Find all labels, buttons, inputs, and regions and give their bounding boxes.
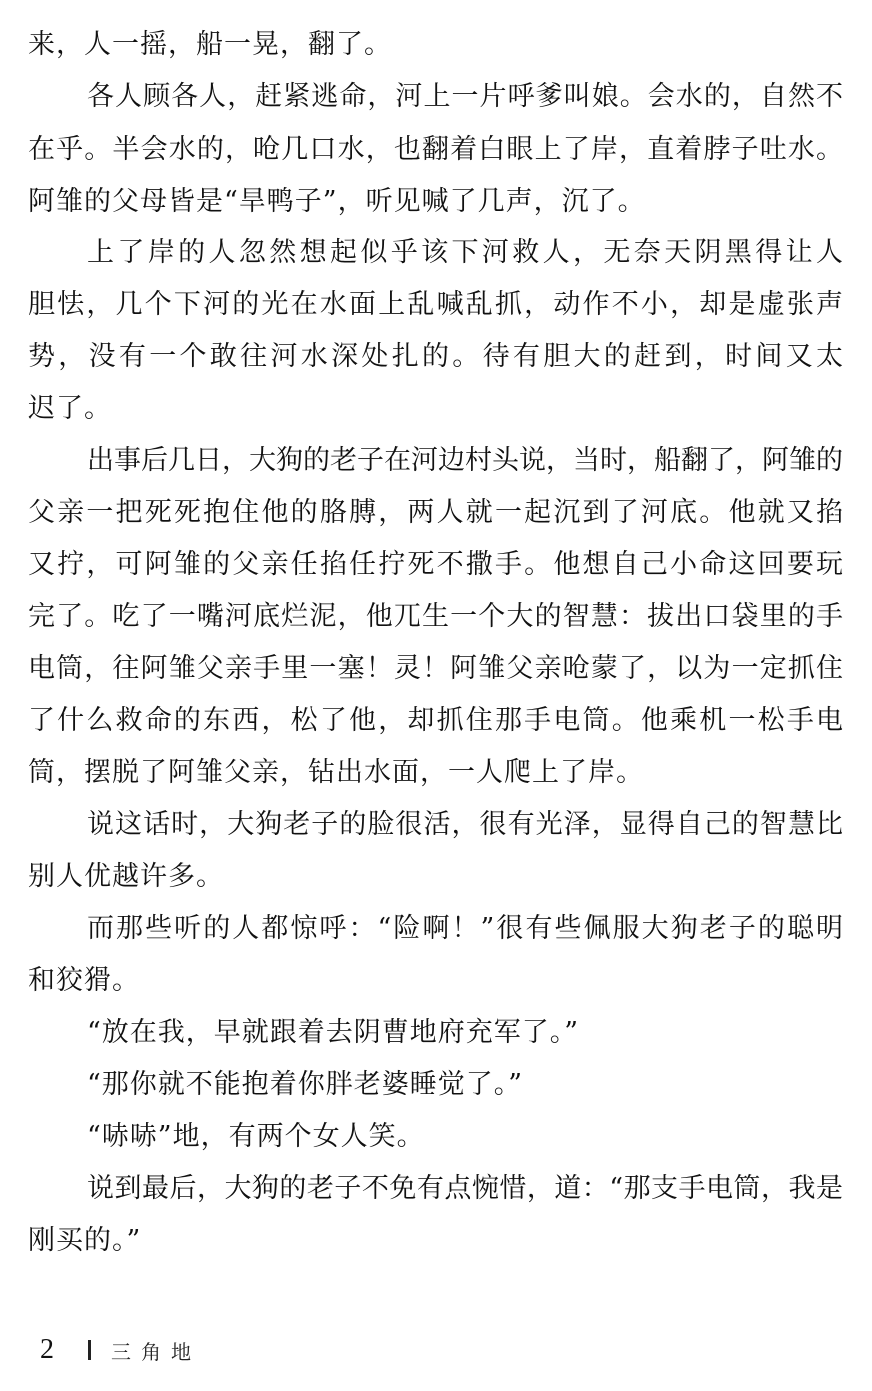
text-line: 出事后几日，大狗的老子在河边村头说，当时，船翻了，阿雏的: [87, 445, 843, 476]
text-line: 阿雏的父母皆是“旱鸭子”，听见喊了几声，沉了。: [28, 186, 646, 217]
page-footer: [40, 1334, 201, 1366]
text-line: 刚买的。”: [28, 1225, 142, 1256]
text-line: 各人顾各人，赶紧逃命，河上一片呼爹叫娘。会水的，自然不: [87, 81, 843, 112]
running-title: 三角地: [111, 1339, 201, 1364]
text-line: 了什么救命的东西，松了他，却抓住那手电筒。他乘机一松手电: [28, 705, 843, 736]
text-line: 来，人一摇，船一晃，翻了。: [28, 29, 392, 60]
text-line: 而那些听的人都惊呼：“险啊！”很有些佩服大狗老子的聪明: [87, 913, 843, 944]
text-line: 说这话时，大狗老子的脸很活，很有光泽，显得自己的智慧比: [87, 809, 843, 840]
text-line: 胆怯，几个下河的光在水面上乱喊乱抓，动作不小，却是虚张声: [28, 289, 843, 320]
text-line: 上了岸的人忽然想起似乎该下河救人，无奈天阴黑得让人: [87, 237, 843, 268]
text-line: 和狡猾。: [28, 965, 140, 996]
text-line: 别人优越许多。: [28, 861, 224, 892]
text-line: 电筒，往阿雏父亲手里一塞！灵！阿雏父亲呛蒙了，以为一定抓住: [28, 653, 843, 684]
text-line: 迟了。: [28, 393, 112, 424]
text-line: 完了。吃了一嘴河底烂泥，他兀生一个大的智慧：拔出口袋里的手: [28, 601, 843, 632]
text-line: “那你就不能抱着你胖老婆睡觉了。”: [87, 1069, 524, 1100]
text-line: “哧哧”地，有两个女人笑。: [87, 1121, 425, 1152]
text-line: 又拧，可阿雏的父亲任掐任拧死不撒手。他想自己小命这回要玩: [28, 549, 843, 580]
text-line: 说到最后，大狗的老子不免有点惋惜，道：“那支手电筒，我是: [87, 1173, 843, 1204]
text-line: 势，没有一个敢往河水深处扎的。待有胆大的赶到，时间又太: [28, 341, 843, 372]
text-line: 在乎。半会水的，呛几口水，也翻着白眼上了岸，直着脖子吐水。: [28, 134, 843, 165]
page-number: 2: [40, 1334, 54, 1365]
text-line: 筒，摆脱了阿雏父亲，钻出水面，一人爬上了岸。: [28, 757, 644, 788]
text-line: “放在我，早就跟着去阴曹地府充军了。”: [87, 1017, 580, 1048]
footer-divider: [88, 1340, 91, 1360]
text-line: 父亲一把死死抱住他的胳膊，两人就一起沉到了河底。他就又掐: [28, 497, 843, 528]
